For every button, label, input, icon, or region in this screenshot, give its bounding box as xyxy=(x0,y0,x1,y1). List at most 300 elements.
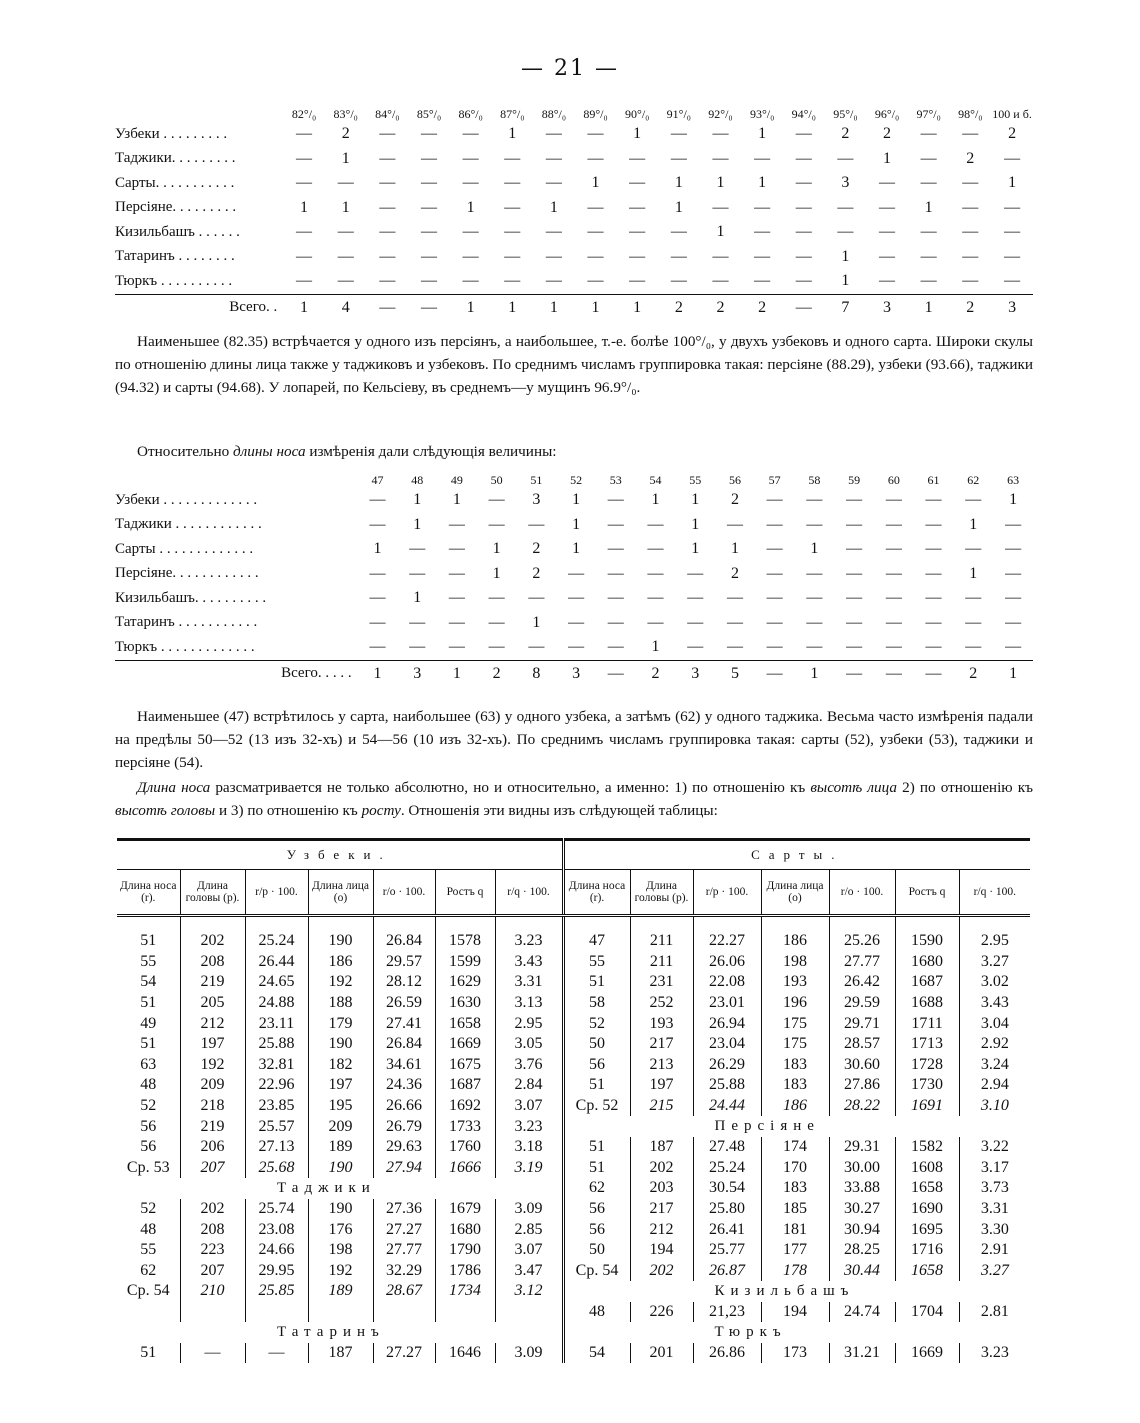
cell-value: — xyxy=(337,174,354,192)
column-header: 91°/₀ xyxy=(666,107,691,121)
intro-text-a: Относительно xyxy=(137,443,233,460)
table-row xyxy=(115,220,1033,245)
table-row xyxy=(117,1158,1030,1179)
cell-value: — xyxy=(462,125,479,143)
table-row xyxy=(115,586,1033,611)
cell-value: 48 xyxy=(140,1220,157,1238)
spacer-cell xyxy=(761,916,829,932)
rel-text-f: и 3) по отношенію къ xyxy=(215,802,362,819)
cell-value: 26.84 xyxy=(373,1034,435,1055)
table-row xyxy=(117,1199,1030,1220)
cell-value: 3.27 xyxy=(959,952,1030,973)
cell-value: — xyxy=(420,223,437,241)
column-header: 63 xyxy=(1007,473,1020,487)
cell-value: 190 xyxy=(308,1199,373,1220)
cell-value: 206 xyxy=(180,1137,245,1158)
cell-value: 24.88 xyxy=(245,993,308,1014)
cell-value: — xyxy=(545,149,562,167)
table-row xyxy=(117,1055,1030,1076)
cell-value: 54 xyxy=(140,973,157,991)
column-header: 60 xyxy=(887,473,900,487)
cell-value: 1578 xyxy=(435,931,495,952)
cell-value: — xyxy=(462,149,479,167)
cell-value xyxy=(495,1302,563,1323)
cell-value: 55 xyxy=(563,952,630,973)
rel-text-a: Длина носа xyxy=(137,779,211,796)
cell-value: — xyxy=(1005,515,1022,533)
cell-value: 1 xyxy=(572,515,581,533)
cell-value: — xyxy=(369,613,386,631)
column-header: Длина головы (p). xyxy=(630,870,693,916)
cell-value: 175 xyxy=(761,1013,829,1034)
cell-value: 1 xyxy=(730,540,739,558)
cell-value: 1 xyxy=(841,247,850,265)
cell-value: 2 xyxy=(841,125,850,143)
cell-value: 23.85 xyxy=(245,1096,308,1117)
table-row xyxy=(117,1137,1030,1158)
cell-value: 208 xyxy=(180,952,245,973)
cell-value: 2 xyxy=(883,125,892,143)
cell-value: — xyxy=(712,272,729,290)
cell-value: 183 xyxy=(761,1075,829,1096)
cell-value: 51 xyxy=(140,994,157,1012)
row-label: Узбеки . . . . . . . . . . . . . xyxy=(115,491,258,508)
cell-value: — xyxy=(920,149,937,167)
column-header: 47 xyxy=(371,473,384,487)
column-header: Длина лица (o) xyxy=(308,870,373,916)
cell-value: — xyxy=(369,564,386,582)
total-value: 1 xyxy=(575,294,617,321)
cell-value: 50 xyxy=(563,1034,630,1055)
cell-value: — xyxy=(1004,272,1021,290)
cell-value: — xyxy=(766,613,783,631)
cell-value: 187 xyxy=(308,1343,373,1364)
cell-value: — xyxy=(369,491,386,509)
cell-value: — xyxy=(379,247,396,265)
total-value: 2 xyxy=(741,294,783,321)
cell-value: 3.24 xyxy=(959,1055,1030,1076)
cell-value: 3.19 xyxy=(495,1158,563,1179)
cell-value: — xyxy=(180,1343,245,1364)
total-value: — xyxy=(783,294,825,321)
cell-value: 1 xyxy=(572,491,581,509)
cell-value: 198 xyxy=(761,952,829,973)
cell-value: 1 xyxy=(758,125,767,143)
cell-value: 3.09 xyxy=(495,1343,563,1364)
cell-value: 2 xyxy=(1008,125,1017,143)
column-header: 100 и б. xyxy=(992,107,1032,121)
page-number: — 21 — xyxy=(521,56,619,81)
cell-value: — xyxy=(806,491,823,509)
cell-value: — xyxy=(504,198,521,216)
column-header: r/p · 100. xyxy=(693,870,761,916)
cell-value: 1658 xyxy=(895,1178,959,1199)
cell-value: 23.08 xyxy=(245,1219,308,1240)
cell-value: 211 xyxy=(630,931,693,952)
cell-value: 1 xyxy=(691,515,700,533)
cell-value: — xyxy=(607,564,624,582)
table-row xyxy=(117,1322,1030,1343)
column-header: r/p · 100. xyxy=(245,870,308,916)
cell-value: 30.94 xyxy=(829,1219,895,1240)
cell-value: — xyxy=(925,540,942,558)
cell-value: 203 xyxy=(630,1178,693,1199)
cell-value: — xyxy=(795,247,812,265)
cell-value: 1 xyxy=(716,174,725,192)
cell-value: 48 xyxy=(563,1302,630,1323)
cell-value: 2.92 xyxy=(959,1034,1030,1055)
cell-value: 25.85 xyxy=(245,1281,308,1302)
cell-value: — xyxy=(629,247,646,265)
cell-value: 2 xyxy=(341,125,350,143)
cell-value: 217 xyxy=(630,1199,693,1220)
table-row xyxy=(117,952,1030,973)
paragraph-nose-length: Наименьшее (47) встрѣтилось у сарта, наибольшее (63) у одного узбека, а затѣмъ (62) у одного таджика. Весьма часто измѣренія падали на предѣлы 50—52 (13 изъ 32-хъ) и 54—56 (10 изъ 32-хъ). По среднимъ числамъ группировка такая: сарты (52), узбеки (53), таджики и персіяне (54). xyxy=(115,708,1033,771)
cell-value: 195 xyxy=(308,1096,373,1117)
cell-value: 1733 xyxy=(435,1116,495,1137)
cell-value: 52 xyxy=(140,1200,157,1218)
cell-value: — xyxy=(687,589,704,607)
cell-value: — xyxy=(296,223,313,241)
cell-value: 186 xyxy=(761,1096,829,1117)
spacer-cell xyxy=(117,916,180,932)
column-header: 48 xyxy=(411,473,424,487)
cell-value: 189 xyxy=(308,1137,373,1158)
cell-value: 56 xyxy=(563,1219,630,1240)
total-row xyxy=(115,294,1033,321)
cell-value: 25.80 xyxy=(693,1199,761,1220)
spacer-cell xyxy=(693,916,761,932)
cell-value xyxy=(308,1302,373,1323)
column-header: 58 xyxy=(808,473,821,487)
cell-value: 1669 xyxy=(435,1034,495,1055)
cell-value: — xyxy=(965,540,982,558)
cell-value: 29.31 xyxy=(829,1137,895,1158)
cell-value: — xyxy=(885,491,902,509)
cell-value: 3.12 xyxy=(495,1281,563,1302)
cell-value: 2.81 xyxy=(959,1302,1030,1323)
cell-value: — xyxy=(448,515,465,533)
paragraph-nose-intro xyxy=(115,440,1033,463)
cell-value: 181 xyxy=(761,1219,829,1240)
cell-value: — xyxy=(965,589,982,607)
cell-value: — xyxy=(712,198,729,216)
cell-value: — xyxy=(754,149,771,167)
cell-value: — xyxy=(420,272,437,290)
column-header: 95°/₀ xyxy=(833,107,858,121)
cell-value: — xyxy=(488,613,505,631)
cell-value: 27.36 xyxy=(373,1199,435,1220)
cell-value: 1 xyxy=(300,198,309,216)
cell-value: 3.31 xyxy=(959,1199,1030,1220)
cell-value: 27.77 xyxy=(373,1240,435,1261)
cell-value: 1680 xyxy=(895,952,959,973)
cell-value xyxy=(245,1302,308,1323)
cell-value: 2 xyxy=(532,540,541,558)
cell-value: 1675 xyxy=(435,1055,495,1076)
cell-value: — xyxy=(462,272,479,290)
total-row xyxy=(115,660,1033,687)
cell-value: 27.13 xyxy=(245,1137,308,1158)
cell-value: — xyxy=(337,223,354,241)
subgroup-title: Тюркъ xyxy=(563,1322,1030,1343)
table-row xyxy=(117,1240,1030,1261)
cell-value: 190 xyxy=(308,931,373,952)
cell-value: 3.23 xyxy=(959,1343,1030,1364)
cell-value: 1680 xyxy=(435,1219,495,1240)
cell-value: 52 xyxy=(563,1013,630,1034)
subgroup-title: Татаринъ xyxy=(277,1324,385,1341)
cell-value: 25.88 xyxy=(245,1034,308,1055)
cell-value: 1790 xyxy=(435,1240,495,1261)
cell-value: — xyxy=(670,223,687,241)
spacer-cell xyxy=(563,916,630,932)
cell-value: — xyxy=(488,589,505,607)
cell-value: 208 xyxy=(180,1219,245,1240)
cell-value: 3.07 xyxy=(495,1240,563,1261)
cell-value: 215 xyxy=(630,1096,693,1117)
total-value: — xyxy=(755,660,795,687)
cell-value: — xyxy=(846,613,863,631)
table-row xyxy=(115,488,1033,513)
column-header: 96°/₀ xyxy=(874,107,900,121)
cell-value: 1695 xyxy=(895,1219,959,1240)
cell-value: 3.23 xyxy=(495,931,563,952)
cell-value: 27.27 xyxy=(373,1343,435,1364)
table-row xyxy=(117,972,1030,993)
cell-value: 51 xyxy=(563,972,630,993)
cell-value: — xyxy=(965,638,982,656)
cell-value: 29.63 xyxy=(373,1137,435,1158)
cell-value: 218 xyxy=(180,1096,245,1117)
cell-value: 2 xyxy=(532,564,541,582)
cell-value: 49 xyxy=(140,1014,157,1032)
cell-value: — xyxy=(409,638,426,656)
cell-value: 1 xyxy=(549,198,558,216)
table-row xyxy=(117,1219,1030,1240)
cell-value: 3.05 xyxy=(495,1034,563,1055)
cell-value: 24.66 xyxy=(245,1240,308,1261)
cell-value: 58 xyxy=(563,993,630,1014)
total-value: 3 xyxy=(866,294,908,321)
cell-value: — xyxy=(766,589,783,607)
cell-value: — xyxy=(920,125,937,143)
cell-value: 26.86 xyxy=(693,1343,761,1364)
cell-value: 1 xyxy=(492,540,501,558)
cell-value: 217 xyxy=(630,1034,693,1055)
cell-value: 27.94 xyxy=(373,1158,435,1179)
cell-value: — xyxy=(448,613,465,631)
cell-value: 174 xyxy=(761,1137,829,1158)
cell-value: 30.00 xyxy=(829,1158,895,1179)
cell-value: 186 xyxy=(308,952,373,973)
cell-value: Ср. 53 xyxy=(126,1158,170,1176)
cell-value: — xyxy=(846,589,863,607)
rel-text-b: разсматривается не только абсолютно, но и относительно, а именно: 1) по отношенію къ xyxy=(210,779,811,796)
table-row xyxy=(115,196,1033,221)
cell-value: — xyxy=(420,198,437,216)
column-header: 85°/₀ xyxy=(416,107,442,121)
table-row xyxy=(117,993,1030,1014)
cell-value: 51 xyxy=(140,932,157,950)
cell-value: 23.01 xyxy=(693,993,761,1014)
spacer-cell xyxy=(959,916,1030,932)
column-header: 49 xyxy=(450,473,463,487)
spacer-cell xyxy=(495,916,563,932)
cell-value: 2.95 xyxy=(495,1013,563,1034)
total-value: — xyxy=(834,660,874,687)
cell-value: 175 xyxy=(761,1034,829,1055)
table-row xyxy=(115,171,1033,196)
total-value: 1 xyxy=(993,660,1033,687)
rel-text-g: росту xyxy=(361,802,401,819)
cell-value: 192 xyxy=(308,1261,373,1282)
total-value: 1 xyxy=(616,294,658,321)
cell-value: — xyxy=(369,638,386,656)
cell-value: 25.24 xyxy=(245,931,308,952)
cell-value: — xyxy=(670,149,687,167)
cell-value: — xyxy=(754,272,771,290)
cell-value: — xyxy=(296,174,313,192)
column-header: 54 xyxy=(649,473,662,487)
cell-value: 1688 xyxy=(895,993,959,1014)
cell-value: — xyxy=(1005,589,1022,607)
cell-value: 31.21 xyxy=(829,1343,895,1364)
column-header-row xyxy=(117,870,1030,916)
cell-value: — xyxy=(296,149,313,167)
cell-value: 190 xyxy=(308,1034,373,1055)
cell-value: 63 xyxy=(140,1055,157,1073)
cell-value: 30.60 xyxy=(829,1055,895,1076)
spacer-cell xyxy=(245,916,308,932)
total-value: 1 xyxy=(491,294,533,321)
cell-value: 1658 xyxy=(895,1261,959,1282)
cell-value: 1679 xyxy=(435,1199,495,1220)
cell-value: — xyxy=(687,613,704,631)
cell-value: — xyxy=(754,198,771,216)
total-value: — xyxy=(596,660,636,687)
cell-value: 212 xyxy=(630,1219,693,1240)
cell-value: — xyxy=(925,638,942,656)
column-header: 61 xyxy=(927,473,940,487)
cell-value: 3.04 xyxy=(959,1013,1030,1034)
cell-value: 51 xyxy=(563,1158,630,1179)
cell-value: — xyxy=(766,515,783,533)
table-row xyxy=(117,1302,1030,1323)
cell-value: — xyxy=(1004,223,1021,241)
total-value: 1 xyxy=(533,294,575,321)
cell-value: 29.95 xyxy=(245,1261,308,1282)
cell-value: 28.57 xyxy=(829,1034,895,1055)
cell-value: 211 xyxy=(630,952,693,973)
cell-value: — xyxy=(925,613,942,631)
total-value: 2 xyxy=(949,294,991,321)
cell-value: — xyxy=(885,638,902,656)
cell-value: — xyxy=(965,613,982,631)
cell-value: 1691 xyxy=(895,1096,959,1117)
cell-value: 1629 xyxy=(435,972,495,993)
cell-value: 1 xyxy=(466,198,475,216)
cell-value: 29.71 xyxy=(829,1013,895,1034)
cell-value xyxy=(180,1302,245,1323)
cell-value: — xyxy=(962,198,979,216)
intro-text-c: измѣренія дали слѣдующія величины: xyxy=(305,443,557,460)
total-value: 2 xyxy=(636,660,676,687)
cell-value: 201 xyxy=(630,1343,693,1364)
column-header: 55 xyxy=(689,473,702,487)
cell-value: — xyxy=(920,174,937,192)
column-header: 62 xyxy=(967,473,980,487)
column-header: 84°/₀ xyxy=(375,107,400,121)
cell-value: 1 xyxy=(341,149,350,167)
cell-value: 3.30 xyxy=(959,1219,1030,1240)
cell-value: — xyxy=(846,491,863,509)
row-label: Таджики. . . . . . . . . xyxy=(115,150,236,167)
column-header: 97°/₀ xyxy=(916,107,941,121)
cell-value: 2.85 xyxy=(495,1219,563,1240)
cell-value: — xyxy=(1004,198,1021,216)
cell-value: — xyxy=(726,589,743,607)
cell-value: — xyxy=(488,638,505,656)
cell-value: 188 xyxy=(308,993,373,1014)
cell-value: 187 xyxy=(630,1137,693,1158)
column-header: r/q · 100. xyxy=(495,870,563,916)
cell-value: 1582 xyxy=(895,1137,959,1158)
cell-value: — xyxy=(1004,149,1021,167)
column-header: Длина носа (r). xyxy=(563,870,630,916)
cell-value: 3.27 xyxy=(959,1261,1030,1282)
column-header: 57 xyxy=(768,473,781,487)
cell-value: 26.87 xyxy=(693,1261,761,1282)
cell-value: — xyxy=(369,589,386,607)
cell-value: — xyxy=(545,125,562,143)
cell-value: 3.09 xyxy=(495,1199,563,1220)
intro-text-b: длины носа xyxy=(232,443,306,460)
cell-value: 1 xyxy=(651,491,660,509)
cell-value: 33.88 xyxy=(829,1178,895,1199)
cell-value: 56 xyxy=(563,1055,630,1076)
spacer-row xyxy=(117,916,1030,932)
cell-value: — xyxy=(885,515,902,533)
cell-value: 1730 xyxy=(895,1075,959,1096)
column-header: 52 xyxy=(570,473,583,487)
cell-value: 25.88 xyxy=(693,1075,761,1096)
cell-value: 34.61 xyxy=(373,1055,435,1076)
column-header: 51 xyxy=(530,473,543,487)
cell-value: 1711 xyxy=(895,1013,959,1034)
cell-value: 183 xyxy=(761,1055,829,1076)
cell-value: 26.06 xyxy=(693,952,761,973)
cell-value: — xyxy=(448,589,465,607)
spacer-cell xyxy=(895,916,959,932)
table-row xyxy=(117,1261,1030,1282)
cell-value: 22.96 xyxy=(245,1075,308,1096)
cell-value: 25.74 xyxy=(245,1199,308,1220)
cell-value: — xyxy=(448,540,465,558)
cell-value: 173 xyxy=(761,1343,829,1364)
cell-value: — xyxy=(488,515,505,533)
cell-value: — xyxy=(448,638,465,656)
spacer-cell xyxy=(435,916,495,932)
cell-value: 1687 xyxy=(435,1075,495,1096)
group-right-title: Сарты. xyxy=(563,840,1030,870)
cell-value: 27.27 xyxy=(373,1219,435,1240)
cell-value: 2.84 xyxy=(495,1075,563,1096)
cell-value: 1 xyxy=(758,174,767,192)
cell-value: — xyxy=(420,125,437,143)
table-row xyxy=(115,245,1033,270)
cell-value: 3.18 xyxy=(495,1137,563,1158)
